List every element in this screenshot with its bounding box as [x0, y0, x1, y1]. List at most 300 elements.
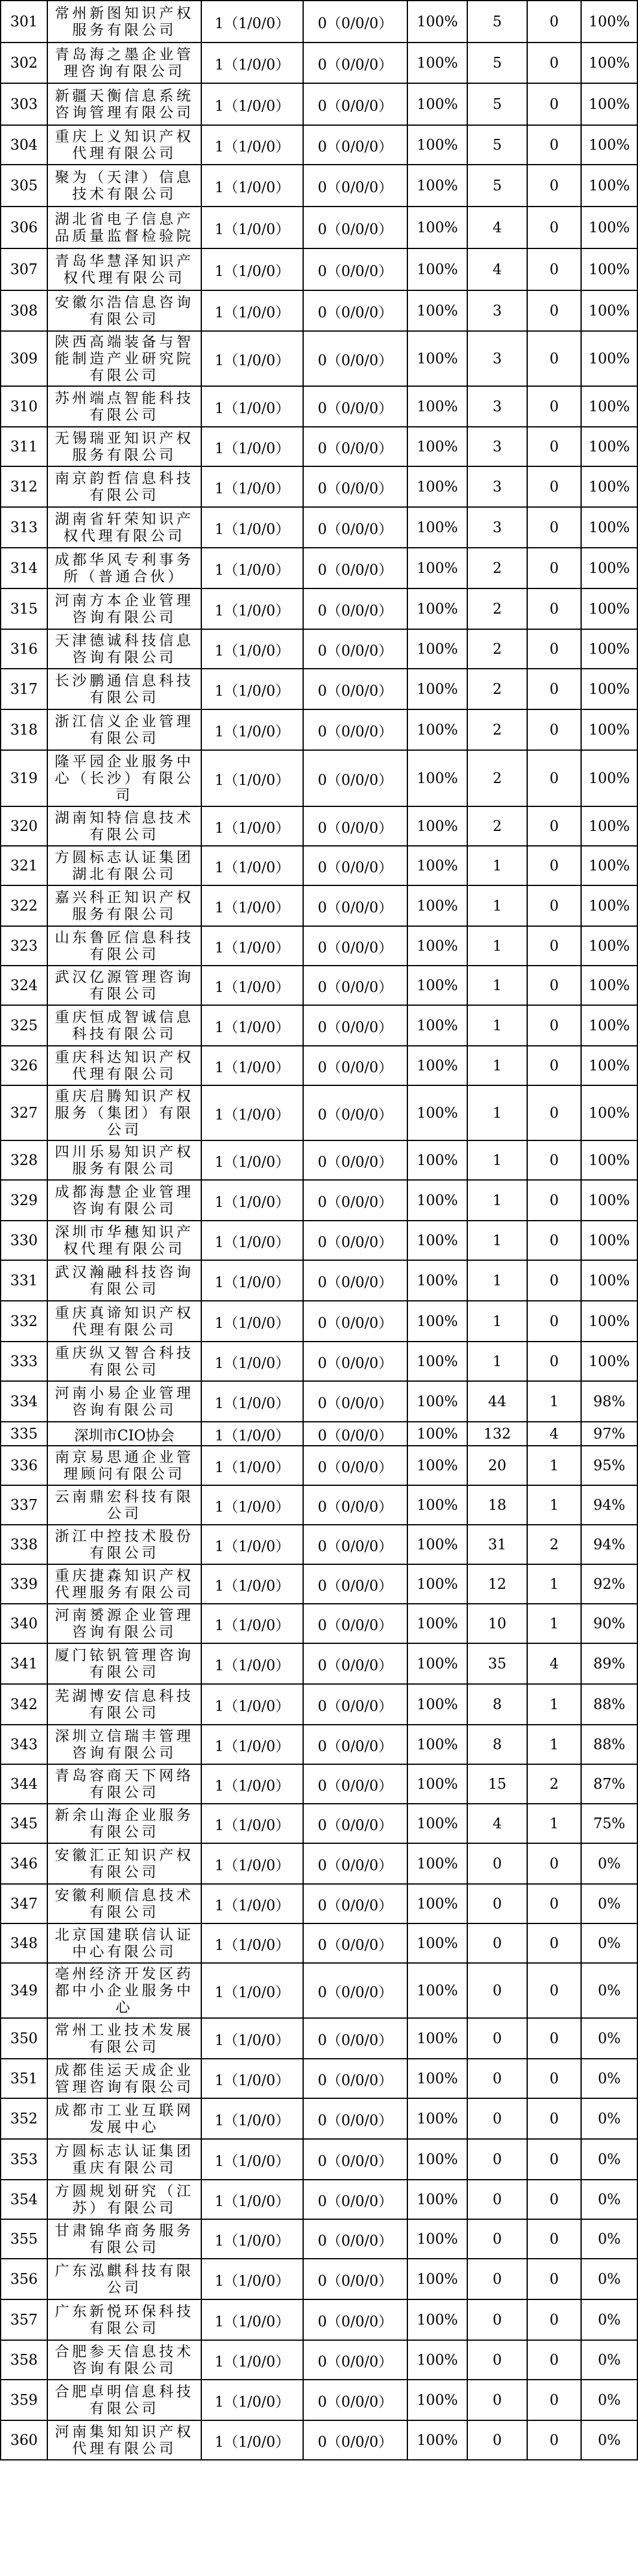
- count-breakdown-cell: 1（1/0/0）: [201, 1564, 303, 1604]
- serial-number-cell: 358: [1, 2340, 47, 2380]
- percentage-cell: 100%: [407, 2420, 467, 2460]
- count-breakdown-cell: 1（1/0/0）: [201, 290, 303, 331]
- percentage-cell: 100%: [407, 331, 467, 386]
- table-row: [1, 331, 637, 386]
- serial-number-cell: 321: [1, 846, 47, 885]
- count-breakdown-cell: 0（0/0/0）: [303, 427, 407, 466]
- table-row: [1, 588, 637, 629]
- table-row: [1, 1180, 637, 1221]
- count-cell: 0: [527, 1005, 581, 1046]
- count-cell: 0: [527, 1046, 581, 1085]
- count-cell: 0: [527, 2180, 581, 2219]
- organization-name-cell: 河南方本企业管理咨询有限公司: [47, 588, 201, 629]
- percentage-cell: 88%: [581, 1684, 637, 1725]
- count-breakdown-cell: 0（0/0/0）: [303, 2018, 407, 2059]
- count-breakdown-cell: 0（0/0/0）: [303, 588, 407, 629]
- table-row: [1, 1260, 637, 1301]
- percentage-cell: 100%: [581, 125, 637, 165]
- percentage-cell: 100%: [581, 1046, 637, 1085]
- count-cell: 35: [467, 1643, 527, 1684]
- percentage-cell: 100%: [407, 966, 467, 1005]
- percentage-cell: 100%: [581, 1180, 637, 1221]
- count-cell: 1: [467, 1140, 527, 1180]
- count-breakdown-cell: 1（1/0/0）: [201, 1085, 303, 1140]
- count-breakdown-cell: 0（0/0/0）: [303, 2139, 407, 2180]
- percentage-cell: 100%: [407, 806, 467, 846]
- count-breakdown-cell: 1（1/0/0）: [201, 43, 303, 83]
- count-cell: 1: [467, 1005, 527, 1046]
- percentage-cell: 100%: [407, 1005, 467, 1046]
- percentage-cell: 75%: [581, 1804, 637, 1843]
- serial-number-cell: 305: [1, 165, 47, 207]
- organization-name-cell: 青岛海之墨企业管理咨询有限公司: [47, 43, 201, 83]
- serial-number-cell: 334: [1, 1381, 47, 1422]
- count-breakdown-cell: 1（1/0/0）: [201, 588, 303, 629]
- percentage-cell: 100%: [581, 588, 637, 629]
- count-cell: 5: [467, 83, 527, 125]
- percentage-cell: 0%: [581, 2219, 637, 2259]
- count-breakdown-cell: 0（0/0/0）: [303, 846, 407, 885]
- serial-number-cell: 343: [1, 1725, 47, 1764]
- count-breakdown-cell: 1（1/0/0）: [201, 1446, 303, 1485]
- count-breakdown-cell: 0（0/0/0）: [303, 2059, 407, 2098]
- organization-name-cell: 重庆科达知识产权代理有限公司: [47, 1046, 201, 1085]
- table-row: [1, 629, 637, 669]
- count-cell: 0: [527, 926, 581, 966]
- serial-number-cell: 337: [1, 1485, 47, 1525]
- count-breakdown-cell: 1（1/0/0）: [201, 2420, 303, 2460]
- percentage-cell: 100%: [581, 1005, 637, 1046]
- count-breakdown-cell: 1（1/0/0）: [201, 1923, 303, 1963]
- table-row: [1, 2018, 637, 2059]
- count-breakdown-cell: 1（1/0/0）: [201, 2018, 303, 2059]
- percentage-cell: 100%: [407, 2098, 467, 2139]
- table-row: [1, 1725, 637, 1764]
- percentage-cell: 100%: [407, 2219, 467, 2259]
- count-cell: 2: [527, 1764, 581, 1804]
- count-breakdown-cell: 0（0/0/0）: [303, 1, 407, 43]
- table-row: [1, 1843, 637, 1884]
- serial-number-cell: 345: [1, 1804, 47, 1843]
- count-cell: 0: [527, 750, 581, 806]
- count-breakdown-cell: 1（1/0/0）: [201, 966, 303, 1005]
- serial-number-cell: 320: [1, 806, 47, 846]
- organization-name-cell: 重庆启腾知识产权服务（集团）有限公司: [47, 1085, 201, 1140]
- count-breakdown-cell: 1（1/0/0）: [201, 1260, 303, 1301]
- count-breakdown-cell: 1（1/0/0）: [201, 83, 303, 125]
- table-row: [1, 1005, 637, 1046]
- count-breakdown-cell: 0（0/0/0）: [303, 1180, 407, 1221]
- count-breakdown-cell: 0（0/0/0）: [303, 1140, 407, 1180]
- count-breakdown-cell: 0（0/0/0）: [303, 629, 407, 669]
- count-cell: 0: [527, 2059, 581, 2098]
- count-breakdown-cell: 1（1/0/0）: [201, 1604, 303, 1643]
- count-cell: 0: [467, 1923, 527, 1963]
- count-breakdown-cell: 0（0/0/0）: [303, 2340, 407, 2380]
- count-breakdown-cell: 0（0/0/0）: [303, 1301, 407, 1342]
- percentage-cell: 100%: [407, 750, 467, 806]
- serial-number-cell: 313: [1, 507, 47, 548]
- count-cell: 0: [527, 2139, 581, 2180]
- count-cell: 0: [527, 165, 581, 207]
- organization-name-cell: 天津德诚科技信息咨询有限公司: [47, 629, 201, 669]
- count-cell: 0: [527, 2299, 581, 2340]
- serial-number-cell: 349: [1, 1963, 47, 2018]
- count-cell: 0: [527, 1, 581, 43]
- count-cell: 0: [527, 1085, 581, 1140]
- count-cell: 1: [467, 1301, 527, 1342]
- percentage-cell: 100%: [581, 507, 637, 548]
- percentage-cell: 100%: [407, 83, 467, 125]
- percentage-cell: 100%: [407, 1684, 467, 1725]
- count-breakdown-cell: 1（1/0/0）: [201, 750, 303, 806]
- table-row: [1, 2299, 637, 2340]
- table-row: [1, 846, 637, 885]
- serial-number-cell: 339: [1, 1564, 47, 1604]
- count-breakdown-cell: 1（1/0/0）: [201, 2219, 303, 2259]
- serial-number-cell: 302: [1, 43, 47, 83]
- count-breakdown-cell: 0（0/0/0）: [303, 1525, 407, 1564]
- table-row: [1, 2059, 637, 2098]
- serial-number-cell: 336: [1, 1446, 47, 1485]
- count-cell: 3: [467, 466, 527, 507]
- serial-number-cell: 353: [1, 2139, 47, 2180]
- percentage-cell: 100%: [407, 2059, 467, 2098]
- table-row: [1, 2219, 637, 2259]
- organization-name-cell: 芜湖博安信息科技有限公司: [47, 1684, 201, 1725]
- count-breakdown-cell: 1（1/0/0）: [201, 1884, 303, 1923]
- organization-name-cell: 湖南知特信息技术有限公司: [47, 806, 201, 846]
- count-breakdown-cell: 0（0/0/0）: [303, 2299, 407, 2340]
- table-row: [1, 2098, 637, 2139]
- serial-number-cell: 325: [1, 1005, 47, 1046]
- organization-name-cell: 成都佳运天成企业管理咨询有限公司: [47, 2059, 201, 2098]
- percentage-cell: 100%: [407, 1422, 467, 1446]
- serial-number-cell: 303: [1, 83, 47, 125]
- count-breakdown-cell: 1（1/0/0）: [201, 1843, 303, 1884]
- serial-number-cell: 326: [1, 1046, 47, 1085]
- count-cell: 0: [527, 386, 581, 427]
- count-breakdown-cell: 1（1/0/0）: [201, 2180, 303, 2219]
- organization-name-cell: 新疆天衡信息系统咨询管理有限公司: [47, 83, 201, 125]
- organization-name-cell: 方圆规划研究（江苏）有限公司: [47, 2180, 201, 2219]
- table-row: [1, 1140, 637, 1180]
- count-cell: 3: [467, 427, 527, 466]
- count-breakdown-cell: 1（1/0/0）: [201, 806, 303, 846]
- count-cell: 5: [467, 125, 527, 165]
- percentage-cell: 100%: [407, 1342, 467, 1381]
- table-row: [1, 2180, 637, 2219]
- count-breakdown-cell: 1（1/0/0）: [201, 2299, 303, 2340]
- count-breakdown-cell: 1（1/0/0）: [201, 165, 303, 207]
- serial-number-cell: 310: [1, 386, 47, 427]
- count-breakdown-cell: 0（0/0/0）: [303, 1085, 407, 1140]
- table-row: [1, 207, 637, 248]
- serial-number-cell: 311: [1, 427, 47, 466]
- percentage-cell: 100%: [407, 885, 467, 926]
- count-cell: 0: [527, 507, 581, 548]
- count-cell: 0: [467, 1963, 527, 2018]
- count-cell: 1: [467, 846, 527, 885]
- count-breakdown-cell: 0（0/0/0）: [303, 1005, 407, 1046]
- count-cell: 0: [467, 2259, 527, 2299]
- count-cell: 4: [467, 207, 527, 248]
- percentage-cell: 100%: [407, 2180, 467, 2219]
- count-breakdown-cell: 0（0/0/0）: [303, 1684, 407, 1725]
- serial-number-cell: 354: [1, 2180, 47, 2219]
- count-cell: 1: [467, 1085, 527, 1140]
- percentage-cell: 100%: [407, 1923, 467, 1963]
- count-breakdown-cell: 0（0/0/0）: [303, 1564, 407, 1604]
- percentage-cell: 100%: [407, 1140, 467, 1180]
- serial-number-cell: 319: [1, 750, 47, 806]
- count-breakdown-cell: 1（1/0/0）: [201, 427, 303, 466]
- count-cell: 2: [467, 629, 527, 669]
- table-row: [1, 1046, 637, 1085]
- count-breakdown-cell: 1（1/0/0）: [201, 248, 303, 290]
- table-row: [1, 709, 637, 750]
- count-breakdown-cell: 0（0/0/0）: [303, 507, 407, 548]
- count-cell: 5: [467, 165, 527, 207]
- percentage-cell: 100%: [581, 1085, 637, 1140]
- organization-name-cell: 成都华风专利事务所（普通合伙）: [47, 548, 201, 588]
- count-breakdown-cell: 1（1/0/0）: [201, 507, 303, 548]
- percentage-cell: 89%: [581, 1643, 637, 1684]
- count-cell: 1: [527, 1446, 581, 1485]
- count-cell: 1: [467, 1046, 527, 1085]
- count-cell: 1: [467, 885, 527, 926]
- count-breakdown-cell: 1（1/0/0）: [201, 1, 303, 43]
- count-breakdown-cell: 0（0/0/0）: [303, 750, 407, 806]
- count-cell: 5: [467, 43, 527, 83]
- percentage-cell: 100%: [581, 290, 637, 331]
- organization-name-cell: 青岛容商天下网络有限公司: [47, 1764, 201, 1804]
- percentage-cell: 100%: [581, 1140, 637, 1180]
- table-row: [1, 926, 637, 966]
- count-cell: 0: [527, 1923, 581, 1963]
- count-breakdown-cell: 1（1/0/0）: [201, 1140, 303, 1180]
- percentage-cell: 100%: [407, 165, 467, 207]
- organization-name-cell: 云南鼎宏科技有限公司: [47, 1485, 201, 1525]
- organization-name-cell: 苏州端点智能科技有限公司: [47, 386, 201, 427]
- percentage-cell: 98%: [581, 1381, 637, 1422]
- percentage-cell: 0%: [581, 1963, 637, 2018]
- count-breakdown-cell: 0（0/0/0）: [303, 966, 407, 1005]
- count-breakdown-cell: 0（0/0/0）: [303, 1923, 407, 1963]
- table-row: [1, 507, 637, 548]
- percentage-cell: 100%: [581, 207, 637, 248]
- percentage-cell: 100%: [407, 588, 467, 629]
- percentage-cell: 0%: [581, 2299, 637, 2340]
- table-row: [1, 1221, 637, 1260]
- percentage-cell: 0%: [581, 1843, 637, 1884]
- serial-number-cell: 352: [1, 2098, 47, 2139]
- count-cell: 1: [467, 1342, 527, 1381]
- count-breakdown-cell: 1（1/0/0）: [201, 1005, 303, 1046]
- organization-name-cell: 亳州经济开发区药都中小企业服务中心: [47, 1963, 201, 2018]
- percentage-cell: 100%: [581, 629, 637, 669]
- table-row: [1, 806, 637, 846]
- count-cell: 0: [527, 1342, 581, 1381]
- organization-name-cell: 重庆恒成智诚信息科技有限公司: [47, 1005, 201, 1046]
- percentage-cell: 100%: [407, 1604, 467, 1643]
- count-breakdown-cell: 0（0/0/0）: [303, 43, 407, 83]
- count-breakdown-cell: 0（0/0/0）: [303, 926, 407, 966]
- table-row: [1, 1, 637, 43]
- count-cell: 15: [467, 1764, 527, 1804]
- count-cell: 1: [467, 1180, 527, 1221]
- percentage-cell: 100%: [407, 846, 467, 885]
- count-breakdown-cell: 0（0/0/0）: [303, 125, 407, 165]
- table-row: [1, 750, 637, 806]
- percentage-cell: 100%: [581, 1301, 637, 1342]
- count-breakdown-cell: 1（1/0/0）: [201, 1180, 303, 1221]
- count-breakdown-cell: 1（1/0/0）: [201, 885, 303, 926]
- table-row: [1, 466, 637, 507]
- count-cell: 0: [527, 1963, 581, 2018]
- count-cell: 4: [467, 1804, 527, 1843]
- percentage-cell: 90%: [581, 1604, 637, 1643]
- organization-name-cell: 北京国建联信认证中心有限公司: [47, 1923, 201, 1963]
- percentage-cell: 97%: [581, 1422, 637, 1446]
- count-breakdown-cell: 1（1/0/0）: [201, 331, 303, 386]
- percentage-cell: 100%: [407, 1381, 467, 1422]
- count-breakdown-cell: 0（0/0/0）: [303, 709, 407, 750]
- count-breakdown-cell: 0（0/0/0）: [303, 1643, 407, 1684]
- serial-number-cell: 357: [1, 2299, 47, 2340]
- serial-number-cell: 346: [1, 1843, 47, 1884]
- count-breakdown-cell: 1（1/0/0）: [201, 1804, 303, 1843]
- table-row: [1, 1085, 637, 1140]
- count-cell: 1: [527, 1564, 581, 1604]
- percentage-cell: 95%: [581, 1446, 637, 1485]
- count-cell: 0: [527, 466, 581, 507]
- count-breakdown-cell: 0（0/0/0）: [303, 1342, 407, 1381]
- percentage-cell: 100%: [581, 750, 637, 806]
- percentage-cell: 100%: [407, 290, 467, 331]
- count-breakdown-cell: 1（1/0/0）: [201, 1422, 303, 1446]
- serial-number-cell: 340: [1, 1604, 47, 1643]
- count-breakdown-cell: 0（0/0/0）: [303, 1422, 407, 1446]
- percentage-cell: 100%: [407, 1963, 467, 2018]
- organization-name-cell: 湖南省轩荣知识产权代理有限公司: [47, 507, 201, 548]
- percentage-cell: 92%: [581, 1564, 637, 1604]
- count-cell: 1: [467, 1221, 527, 1260]
- count-cell: 3: [467, 507, 527, 548]
- percentage-cell: 100%: [581, 806, 637, 846]
- serial-number-cell: 324: [1, 966, 47, 1005]
- count-breakdown-cell: 1（1/0/0）: [201, 1525, 303, 1564]
- organization-name-cell: 成都市工业互联网发展中心: [47, 2098, 201, 2139]
- table-row: [1, 1564, 637, 1604]
- table-row: [1, 548, 637, 588]
- count-cell: 2: [467, 709, 527, 750]
- percentage-cell: 100%: [407, 207, 467, 248]
- table-row: [1, 125, 637, 165]
- count-breakdown-cell: 0（0/0/0）: [303, 207, 407, 248]
- serial-number-cell: 342: [1, 1684, 47, 1725]
- percentage-cell: 100%: [581, 331, 637, 386]
- count-cell: 0: [527, 669, 581, 709]
- serial-number-cell: 306: [1, 207, 47, 248]
- table-row: [1, 165, 637, 207]
- percentage-cell: 100%: [407, 2018, 467, 2059]
- percentage-cell: 100%: [407, 2259, 467, 2299]
- count-breakdown-cell: 1（1/0/0）: [201, 207, 303, 248]
- count-breakdown-cell: 0（0/0/0）: [303, 165, 407, 207]
- count-breakdown-cell: 1（1/0/0）: [201, 2139, 303, 2180]
- organization-name-cell: 安徽利顺信息技术有限公司: [47, 1884, 201, 1923]
- organization-name-cell: 青岛华慧泽知识产权代理有限公司: [47, 248, 201, 290]
- organization-name-cell: 成都海慧企业管理咨询有限公司: [47, 1180, 201, 1221]
- table-row: [1, 248, 637, 290]
- serial-number-cell: 318: [1, 709, 47, 750]
- table-row: [1, 1485, 637, 1525]
- organization-name-cell: 安徽汇正知识产权有限公司: [47, 1843, 201, 1884]
- percentage-cell: 100%: [581, 1, 637, 43]
- count-cell: 1: [467, 966, 527, 1005]
- table-row: [1, 2380, 637, 2420]
- count-breakdown-cell: 0（0/0/0）: [303, 1804, 407, 1843]
- count-cell: 0: [527, 806, 581, 846]
- organization-name-cell: 山东鲁匠信息科技有限公司: [47, 926, 201, 966]
- organization-name-cell: 浙江中控技术股份有限公司: [47, 1525, 201, 1564]
- serial-number-cell: 323: [1, 926, 47, 966]
- count-breakdown-cell: 0（0/0/0）: [303, 2219, 407, 2259]
- table-row: [1, 1684, 637, 1725]
- count-breakdown-cell: 0（0/0/0）: [303, 548, 407, 588]
- count-cell: 0: [527, 548, 581, 588]
- count-cell: 0: [527, 43, 581, 83]
- count-cell: 0: [527, 207, 581, 248]
- serial-number-cell: 308: [1, 290, 47, 331]
- count-cell: 0: [527, 1221, 581, 1260]
- percentage-cell: 100%: [407, 669, 467, 709]
- table-row: [1, 1923, 637, 1963]
- count-cell: 0: [467, 2098, 527, 2139]
- organization-name-cell: 无锡瑞亚知识产权服务有限公司: [47, 427, 201, 466]
- percentage-cell: 0%: [581, 2180, 637, 2219]
- serial-number-cell: 317: [1, 669, 47, 709]
- count-cell: 0: [527, 2420, 581, 2460]
- count-breakdown-cell: 1（1/0/0）: [201, 2259, 303, 2299]
- percentage-cell: 100%: [407, 2299, 467, 2340]
- count-breakdown-cell: 0（0/0/0）: [303, 2420, 407, 2460]
- serial-number-cell: 329: [1, 1180, 47, 1221]
- organization-name-cell: 浙江信义企业管理有限公司: [47, 709, 201, 750]
- count-breakdown-cell: 0（0/0/0）: [303, 1764, 407, 1804]
- count-cell: 0: [467, 2420, 527, 2460]
- table-row: [1, 1422, 637, 1446]
- organization-name-cell: 厦门铱钒管理咨询有限公司: [47, 1643, 201, 1684]
- count-breakdown-cell: 1（1/0/0）: [201, 1963, 303, 2018]
- table-row: [1, 2340, 637, 2380]
- percentage-cell: 100%: [407, 1260, 467, 1301]
- organization-name-cell: 安徽尔浩信息咨询有限公司: [47, 290, 201, 331]
- count-breakdown-cell: 0（0/0/0）: [303, 806, 407, 846]
- count-breakdown-cell: 0（0/0/0）: [303, 1260, 407, 1301]
- count-cell: 3: [467, 331, 527, 386]
- count-cell: 12: [467, 1564, 527, 1604]
- percentage-cell: 0%: [581, 1884, 637, 1923]
- table-row: [1, 2420, 637, 2460]
- count-breakdown-cell: 1（1/0/0）: [201, 1684, 303, 1725]
- serial-number-cell: 341: [1, 1643, 47, 1684]
- count-cell: 3: [467, 290, 527, 331]
- count-breakdown-cell: 1（1/0/0）: [201, 1381, 303, 1422]
- organization-name-cell: 深圳立信瑞丰管理咨询有限公司: [47, 1725, 201, 1764]
- count-breakdown-cell: 0（0/0/0）: [303, 1446, 407, 1485]
